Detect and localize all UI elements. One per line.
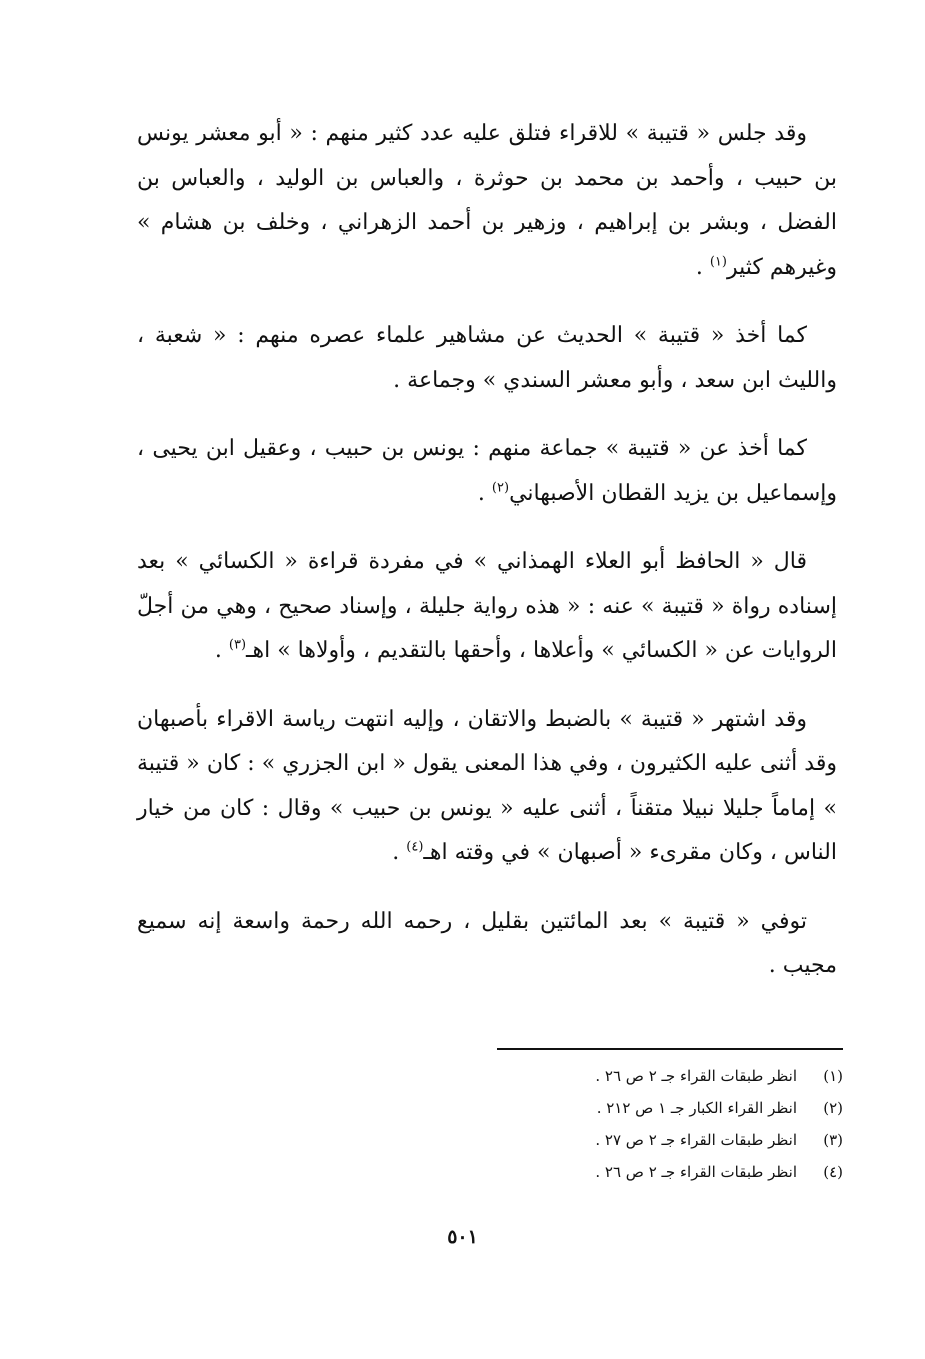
footnote-item (463, 1124, 843, 1156)
footnote-text: انظر طبقات القراء جـ ٢ ص ٢٧ . (595, 1131, 797, 1149)
footnote-number: (٤) (823, 1163, 843, 1181)
paragraph-hamadhani-quote: قال « الحافظ أبو العلاء الهمذاني » في مفردة قراءة « الكسائي » بعد إسناده رواة « قتيبة » عنه : « هذه رواية جليلة ، وإسناد صحيح ، وهي من أجلّ الروايات عن « الكسائي » وأعلاها ، وأحقها بالتقديم ، وأولاها » اهـ$^{(٣)}$ . (137, 549, 837, 663)
footnote-ref-4: (٤) (406, 839, 424, 855)
footnote-item (463, 1156, 843, 1188)
footnote-number: (٣) (823, 1131, 843, 1149)
footnote-ref-1: (١) (709, 254, 727, 270)
footnote-text: انظر طبقات القراء جـ ٢ ص ٢٦ . (595, 1163, 797, 1181)
paragraph-hadith: كما أخذ « قتيبة » الحديث عن مشاهير علماء عصره منهم : « شعبة ، والليث ابن سعد ، وأبو معشر السندي » وجماعة . (137, 323, 837, 393)
paragraph-students: كما أخذ عن « قتيبة » جماعة منهم : يونس بن حبيب ، وعقيل ابن يحيى ، وإسماعيل بن يزيد القطان الأصبهاني$^{(٢)}$ . (137, 436, 837, 506)
footnote-divider (497, 1048, 843, 1050)
footnotes (463, 1060, 843, 1188)
footnote-number: (١) (823, 1067, 843, 1085)
footnote-number: (٢) (823, 1099, 843, 1117)
footnote-item (463, 1060, 843, 1092)
paragraph-teaching: وقد جلس « قتيبة » للاقراء فتلق عليه عدد كثير منهم : « أبو معشر يونس بن حبيب ، وأحمد بن محمد بن حوثرة ، والعباس بن الوليد ، والعباس بن الفضل ، وبشر بن إبراهيم ، وزهير بن أحمد الزهراني ، وخلف بن هشام » وغيرهم كثير$^{(١)}$ . (137, 121, 837, 280)
footnote-item (463, 1092, 843, 1124)
paragraph-death: توفي « قتيبة » بعد المائتين بقليل ، رحمه الله رحمة واسعة إنه سميع مجيب . (137, 908, 837, 978)
footnote-ref-2: (٢) (491, 480, 510, 496)
paragraph-reputation: وقد اشتهر « قتيبة » بالضبط والاتقان ، وإليه انتهت رياسة الاقراء بأصبهان وقد أثنى عليه الكثيرون ، وفي هذا المعنى يقول « ابن الجزري » : كان « قتيبة » إماماً جليلا نبيلا متقناً ، أثنى عليه « يونس بن حبيب » وقال : كان من خيار الناس ، وكان مقرىء « أصبهان » في وقته اهـ$^{(٤)}$ . (137, 706, 837, 865)
footnote-text: انظر القراء الكبار جـ ١ ص ٢١٢ . (596, 1099, 797, 1117)
main-text (137, 112, 837, 1013)
footnote-text: انظر طبقات القراء جـ ٢ ص ٢٦ . (595, 1067, 797, 1085)
footnote-ref-3: (٣) (228, 637, 247, 653)
page-number: ٥٠١ (447, 1226, 478, 1248)
